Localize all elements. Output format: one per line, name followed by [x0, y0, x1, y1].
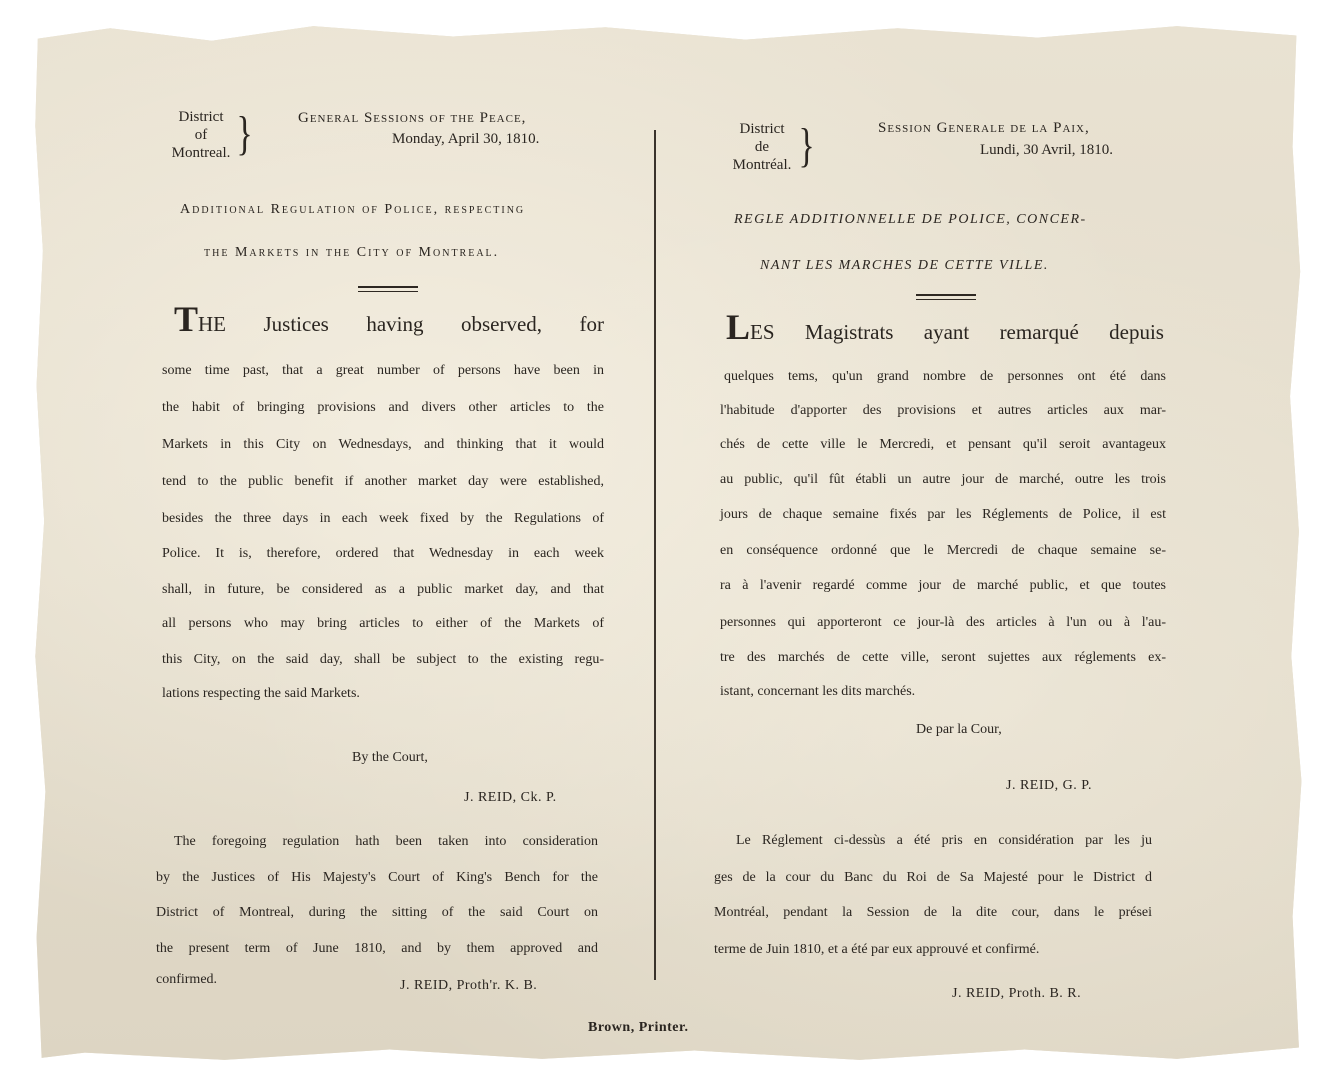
lead-word: for	[579, 312, 604, 336]
body-last-line-french: istant, concernant les dits marchés.	[720, 684, 916, 699]
lead-word: ayant	[923, 320, 970, 344]
district-label-english	[166, 108, 236, 162]
body-line-french: quelques tems, qu'un grand nombre de personnes ont été dans	[724, 369, 1166, 384]
body-line-french: personnes qui apporteront ce jour-là des articles à l'un ou à l'au-	[720, 615, 1166, 630]
district-line: Montréal.	[732, 157, 792, 173]
brace-english: }	[236, 107, 253, 160]
session-title-english: General Sessions of the Peace,	[298, 110, 527, 126]
lead-word: observed,	[460, 312, 543, 336]
body-line-french: ra à l'avenir regardé comme jour de marché public, et que toutes	[720, 578, 1166, 593]
foregoing-last-english: confirmed.	[156, 972, 218, 987]
body-line-english: tend to the public benefit if another market day were established,	[162, 474, 604, 489]
lead-word: having	[366, 312, 424, 336]
body-line-english: some time past, that a great number of persons have been in	[162, 363, 604, 378]
column-divider	[654, 130, 656, 980]
session-date-french: Lundi, 30 Avril, 1810.	[980, 142, 1114, 158]
lead-word: remarqué	[999, 320, 1079, 344]
body-line-french: l'habitude d'apporter des provisions et autres articles aux mar-	[720, 403, 1166, 418]
district-label-french	[726, 120, 798, 174]
double-rule-english	[358, 286, 418, 292]
by-court-english: By the Court,	[352, 750, 428, 765]
double-rule-french	[916, 294, 976, 300]
printer-imprint: Brown, Printer.	[588, 1020, 689, 1035]
lead-word: depuis	[1109, 320, 1164, 344]
proth-signature-french: J. REID, Proth. B. R.	[952, 986, 1082, 1001]
lead-rest: ES	[750, 320, 775, 344]
brace-french: }	[798, 119, 815, 172]
foregoing-line-english: by the Justices of His Majesty's Court of King's Bench for the	[156, 870, 598, 885]
district-line: de	[754, 139, 770, 155]
session-date-english: Monday, April 30, 1810.	[392, 131, 540, 147]
foregoing-line-english: The foregoing regulation hath been taken into consideration	[174, 834, 598, 849]
lead-word: Magistrats	[804, 320, 894, 344]
clerk-signature-french: J. REID, G. P.	[1006, 778, 1092, 793]
lead-line-english	[174, 298, 604, 340]
drop-cap-english: T	[174, 299, 199, 339]
body-line-english: all persons who may bring articles to either of the Markets of	[162, 616, 604, 631]
body-line-english: the habit of bringing provisions and divers other articles to the	[162, 400, 604, 415]
proth-signature-english: J. REID, Proth'r. K. B.	[400, 978, 538, 993]
heading-line1-french: REGLE ADDITIONNELLE DE POLICE, CONCER-	[734, 212, 1087, 227]
body-line-english: Markets in this City on Wednesdays, and thinking that it would	[162, 437, 604, 452]
foregoing-line-french: Le Réglement ci-dessùs a été pris en considération par les ju	[736, 833, 1152, 848]
district-line: District	[178, 109, 224, 125]
foregoing-last-french: terme de Juin 1810, et a été par eux approuvé et confirmé.	[714, 942, 1040, 957]
by-court-french: De par la Cour,	[916, 722, 1002, 737]
body-last-line-english: lations respecting the said Markets.	[162, 686, 360, 701]
body-line-french: au public, qu'il fût établi un autre jour de marché, outre les trois	[720, 472, 1166, 487]
drop-cap-french: L	[726, 307, 751, 347]
body-line-french: tre des marchés de cette ville, seront sujettes aux réglements ex-	[720, 650, 1166, 665]
body-line-english: this City, on the said day, shall be subject to the existing regu-	[162, 652, 604, 667]
foregoing-line-english: the present term of June 1810, and by them approved and	[156, 941, 598, 956]
district-line: District	[739, 121, 785, 137]
body-line-english: besides the three days in each week fixed by the Regulations of	[162, 511, 604, 526]
heading-line2-french: NANT LES MARCHES DE CETTE VILLE.	[760, 258, 1049, 273]
lead-word: Justices	[263, 312, 329, 336]
foregoing-line-french: ges de la cour du Banc du Roi de Sa Majesté pour le District d	[714, 870, 1152, 885]
lead-first-word	[174, 298, 226, 340]
district-line: Montreal.	[171, 145, 231, 161]
body-line-english: Police. It is, therefore, ordered that Wednesday in each week	[162, 546, 604, 561]
body-line-french: en conséquence ordonné que le Mercredi de chaque semaine se-	[720, 543, 1166, 558]
heading-line1-english: Additional Regulation of Police, respecting	[180, 202, 526, 217]
body-line-french: chés de cette ville le Mercredi, et pensant qu'il seroit avantageux	[720, 437, 1166, 452]
lead-first-word	[726, 306, 775, 348]
body-line-french: jours de chaque semaine fixés par les Réglements de Police, il est	[720, 507, 1166, 522]
lead-line-french	[726, 306, 1164, 348]
body-line-english: shall, in future, be considered as a public market day, and that	[162, 582, 604, 597]
district-line: of	[194, 127, 208, 143]
lead-rest: HE	[198, 312, 227, 336]
heading-line2-english: the Markets in the City of Montreal.	[204, 245, 500, 260]
clerk-signature-english: J. REID, Ck. P.	[464, 790, 557, 805]
session-title-french: Session Generale de la Paix,	[878, 120, 1090, 136]
foregoing-line-french: Montréal, pendant la Session de la dite cour, dans le prései	[714, 905, 1152, 920]
foregoing-line-english: District of Montreal, during the sitting of the said Court on	[156, 905, 598, 920]
